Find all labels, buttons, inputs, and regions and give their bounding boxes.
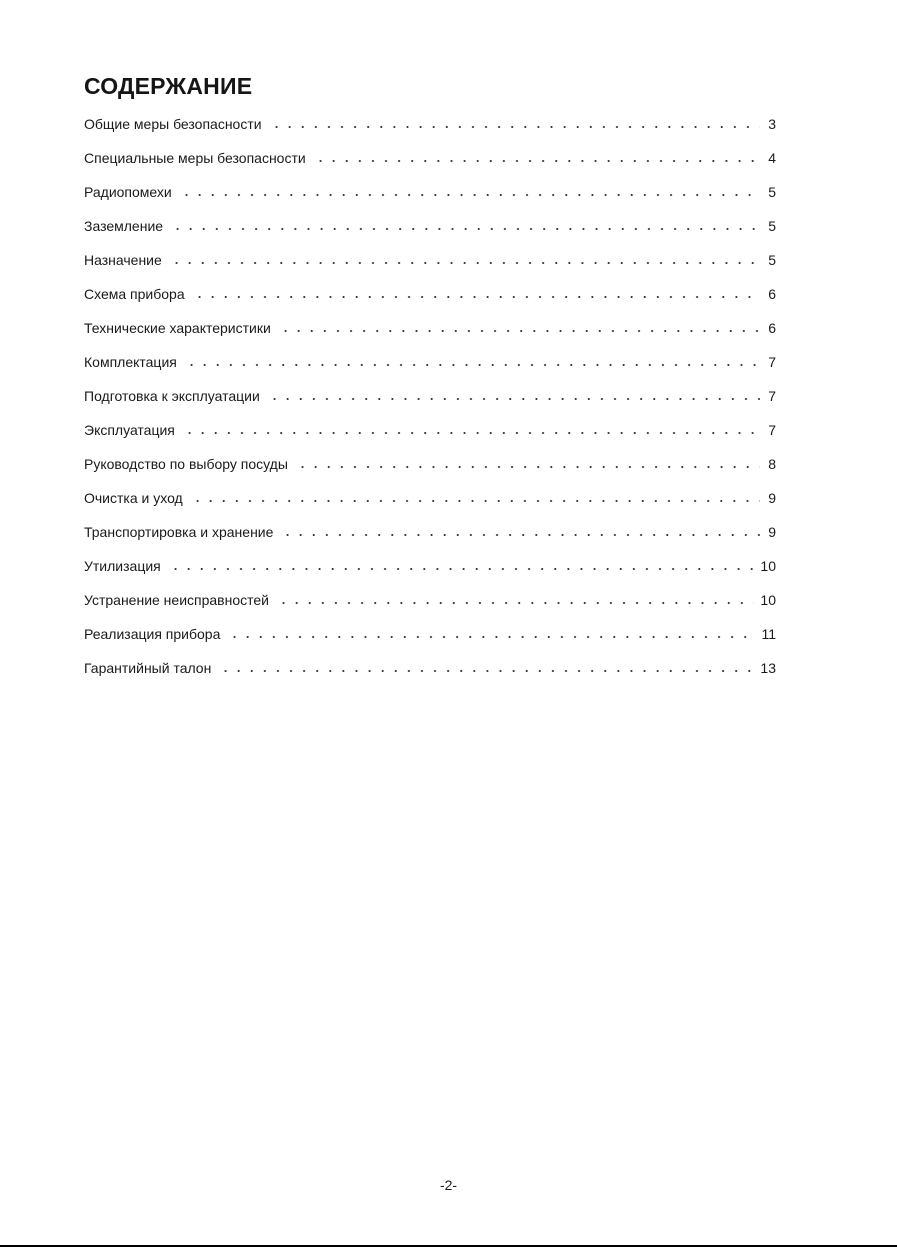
toc-entry (84, 386, 776, 420)
toc-entry (84, 624, 776, 658)
dot-leader (296, 466, 760, 468)
toc-entry-label: Назначение (84, 252, 162, 268)
toc-entry-label: Устранение неисправностей (84, 592, 269, 608)
dot-leader (314, 160, 760, 162)
toc-entry-page: 5 (768, 218, 776, 234)
toc-entry-page: 8 (768, 456, 776, 472)
table-of-contents (84, 114, 776, 692)
page-number: -2- (439, 1177, 458, 1193)
dot-leader (170, 262, 760, 264)
toc-entry-label: Радиопомехи (84, 184, 172, 200)
dot-leader (228, 636, 755, 638)
toc-entry-page: 13 (760, 660, 776, 676)
dot-leader (180, 194, 760, 196)
dot-leader (219, 670, 754, 672)
bottom-rule (0, 1245, 897, 1247)
dot-leader (268, 398, 760, 400)
toc-entry-page: 3 (768, 116, 776, 132)
dot-leader (270, 126, 760, 128)
toc-entry (84, 556, 776, 590)
toc-entry-label: Гарантийный талон (84, 660, 212, 676)
toc-entry-page: 7 (768, 354, 776, 370)
toc-entry (84, 182, 776, 216)
toc-entry (84, 318, 776, 352)
dot-leader (169, 568, 755, 570)
toc-entry-label: Специальные меры безопасности (84, 150, 306, 166)
toc-entry-label: Заземление (84, 218, 164, 234)
toc-entry (84, 658, 776, 692)
dot-leader (183, 432, 760, 434)
toc-entry (84, 454, 776, 488)
toc-entry-label: Эксплуатация (84, 422, 175, 438)
toc-entry-label: Утилизация (84, 558, 161, 574)
dot-leader (281, 534, 760, 536)
dot-leader (277, 602, 754, 604)
dot-leader (171, 228, 760, 230)
toc-entry-page: 9 (768, 524, 776, 540)
toc-entry (84, 250, 776, 284)
toc-entry-page: 10 (760, 592, 776, 608)
toc-entry (84, 352, 776, 386)
toc-entry (84, 216, 776, 250)
dot-leader (193, 296, 760, 298)
toc-entry-page: 9 (768, 490, 776, 506)
toc-entry (84, 148, 776, 182)
toc-entry-page: 7 (768, 388, 776, 404)
toc-entry-page: 5 (768, 252, 776, 268)
toc-entry-page: 4 (768, 150, 776, 166)
toc-entry (84, 488, 776, 522)
toc-entry-label: Очистка и уход (84, 490, 183, 506)
toc-entry-page: 7 (768, 422, 776, 438)
toc-entry-label: Подготовка к эксплуатации (84, 388, 260, 404)
toc-entry-label: Транспортировка и хранение (84, 524, 274, 540)
toc-entry (84, 420, 776, 454)
dot-leader (191, 500, 760, 502)
dot-leader (279, 330, 760, 332)
toc-entry-label: Комплектация (84, 354, 177, 370)
toc-entry (84, 114, 776, 148)
toc-entry-page: 10 (760, 558, 776, 574)
toc-entry-label: Технические характеристики (84, 320, 271, 336)
toc-entry (84, 284, 776, 318)
toc-entry-label: Общие меры безопасности (84, 116, 262, 132)
toc-entry-page: 11 (761, 626, 776, 642)
dot-leader (185, 364, 760, 366)
toc-entry-label: Реализация прибора (84, 626, 221, 642)
toc-entry-page: 5 (768, 184, 776, 200)
toc-entry-label: Схема прибора (84, 286, 185, 302)
toc-entry-page: 6 (768, 320, 776, 336)
toc-entry (84, 590, 776, 624)
page-title: СОДЕРЖАНИЕ (84, 73, 253, 99)
toc-entry (84, 522, 776, 556)
toc-entry-page: 6 (768, 286, 776, 302)
toc-entry-label: Руководство по выбору посуды (84, 456, 288, 472)
